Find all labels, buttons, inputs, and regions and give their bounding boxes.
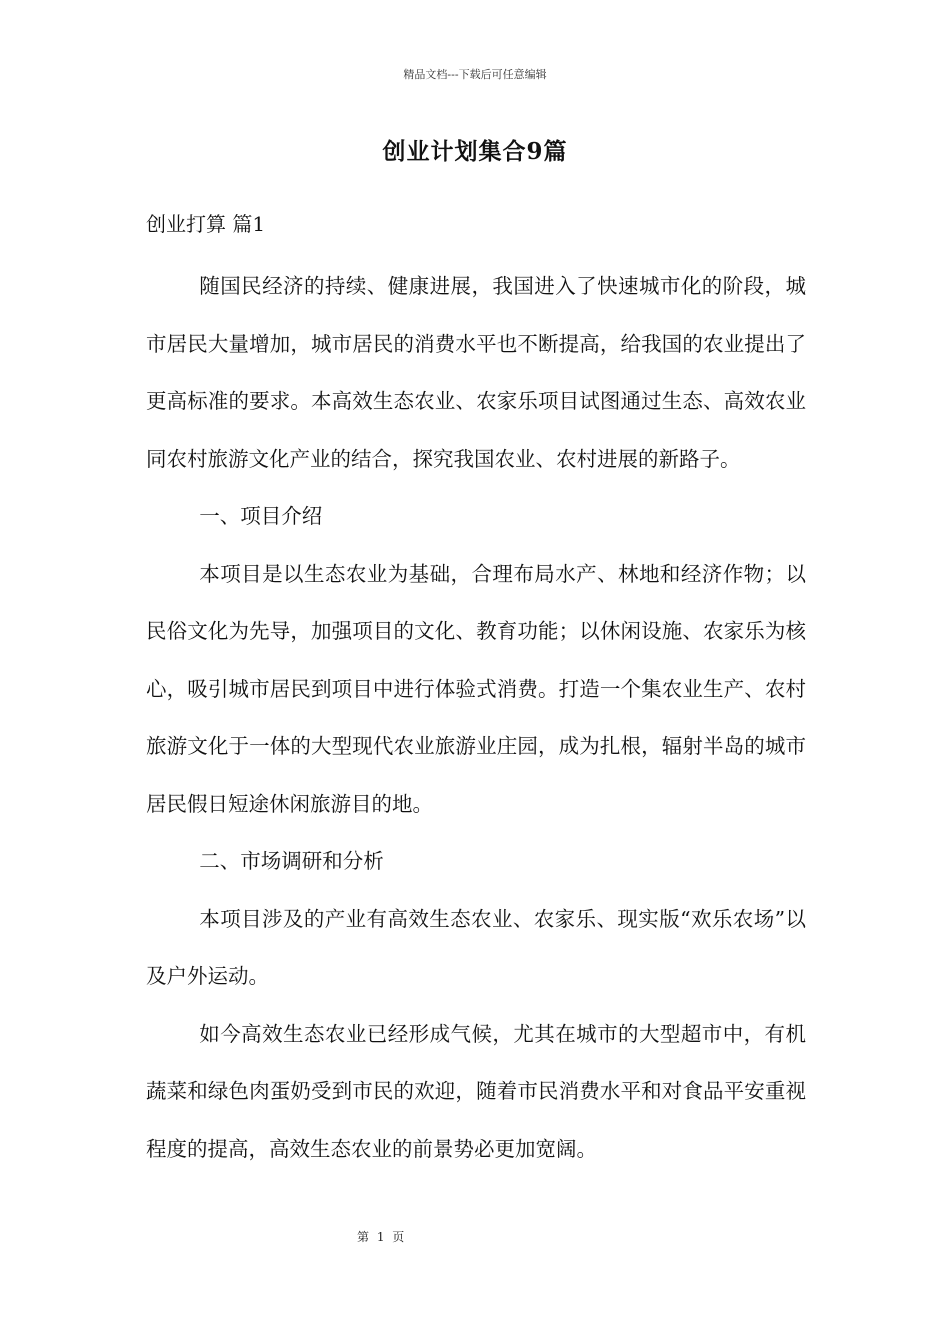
paragraph-project-intro: 本项目是以生态农业为基础，合理布局水产、林地和经济作物；以民俗文化为先导，加强项目的文化、教育功能；以休闲设施、农家乐为核心，吸引城市居民到项目中进行体验式消费。打造一个集农业生产、农村旅游文化于一体的大型现代农业旅游业庄园，成为扎根，辐射半岛的城市居民假日短途休闲旅游目的地。 <box>146 561 806 816</box>
heading-project-intro: 一、项目介绍 <box>199 504 323 528</box>
paragraph-intro: 随国民经济的持续、健康进展，我国进入了快速城市化的阶段，城市居民大量增加，城市居民的消费水平也不断提高，给我国的农业提出了更高标准的要求。本高效生态农业、农家乐项目试图通过生态、高效农业同农村旅游文化产业的结合，探究我国农业、农村进展的新路子。 <box>146 274 806 471</box>
page-header: 精品文档---下载后可任意编辑 <box>403 68 547 81</box>
section-label: 创业打算 篇1 <box>146 212 266 236</box>
paragraph-outlook: 如今高效生态农业已经形成气候，尤其在城市的大型超市中，有机蔬菜和绿色肉蛋奶受到市民的欢迎，随着市民消费水平和对食品平安重视程度的提高，高效生态农业的前景势必更加宽阔。 <box>146 1021 806 1161</box>
document-title: 创业计划集合9篇 <box>382 138 568 165</box>
heading-market-research: 二、市场调研和分析 <box>199 849 384 873</box>
paragraph-industries: 本项目涉及的产业有高效生态农业、农家乐、现实版“欢乐农场”以及户外运动。 <box>146 906 806 988</box>
document-body <box>146 258 806 1178</box>
page-number: 第 1 页 <box>357 1230 405 1244</box>
